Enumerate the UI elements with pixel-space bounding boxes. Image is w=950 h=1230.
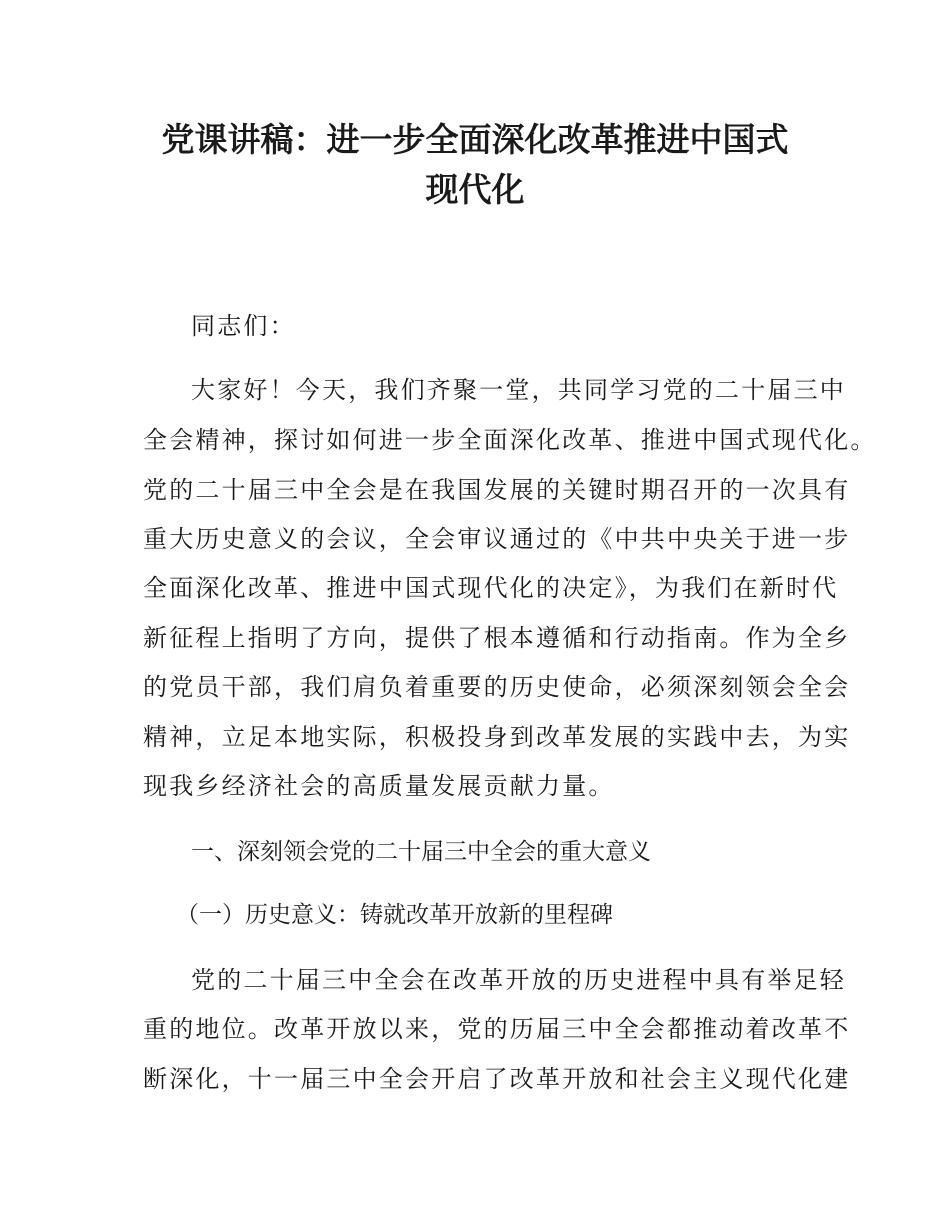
paragraph-1-line-1: 大家好！今天，我们齐聚一堂，共同学习党的二十届三中: [191, 376, 846, 404]
paragraph-1-line-2: 全会精神，探讨如何进一步全面深化改革、推进中国式现代化。: [143, 426, 877, 454]
paragraph-2-line-3: 断深化，十一届三中全会开启了改革开放和社会主义现代化建: [143, 1065, 851, 1093]
paragraph-1-line-4: 重大历史意义的会议，全会审议通过的《中共中央关于进一步: [143, 525, 851, 553]
paragraph-1-line-9: 现我乡经济社会的高质量发展贡献力量。: [143, 772, 615, 800]
paragraph-1-line-8: 精神，立足本地实际，积极投身到改革发展的实践中去，为实: [143, 723, 851, 751]
paragraph-1-line-7: 的党员干部，我们肩负着重要的历史使命，必须深刻领会全会: [143, 673, 851, 701]
document-title-line-1: 党课讲稿：进一步全面深化改革推进中国式: [161, 120, 789, 159]
paragraph-1-line-5: 全面深化改革、推进中国式现代化的决定》，为我们在新时代: [143, 574, 839, 602]
paragraph-1-line-3: 党的二十届三中全会是在我国发展的关键时期召开的一次具有: [143, 476, 851, 504]
paragraph-1-line-6: 新征程上指明了方向，提供了根本遵循和行动指南。作为全乡: [143, 624, 851, 652]
paragraph-2-line-2: 重的地位。改革开放以来，党的历届三中全会都推动着改革不: [143, 1015, 851, 1043]
paragraph-2-line-1: 党的二十届三中全会在改革开放的历史进程中具有举足轻: [191, 966, 846, 994]
document-title-line-2: 现代化: [425, 170, 525, 209]
salutation: 同志们：: [191, 312, 296, 340]
section-1-heading: 一、深刻领会党的二十届三中全会的重大意义: [191, 839, 651, 865]
subsection-1-heading: （一）历史意义：铸就改革开放新的里程碑: [176, 902, 613, 928]
